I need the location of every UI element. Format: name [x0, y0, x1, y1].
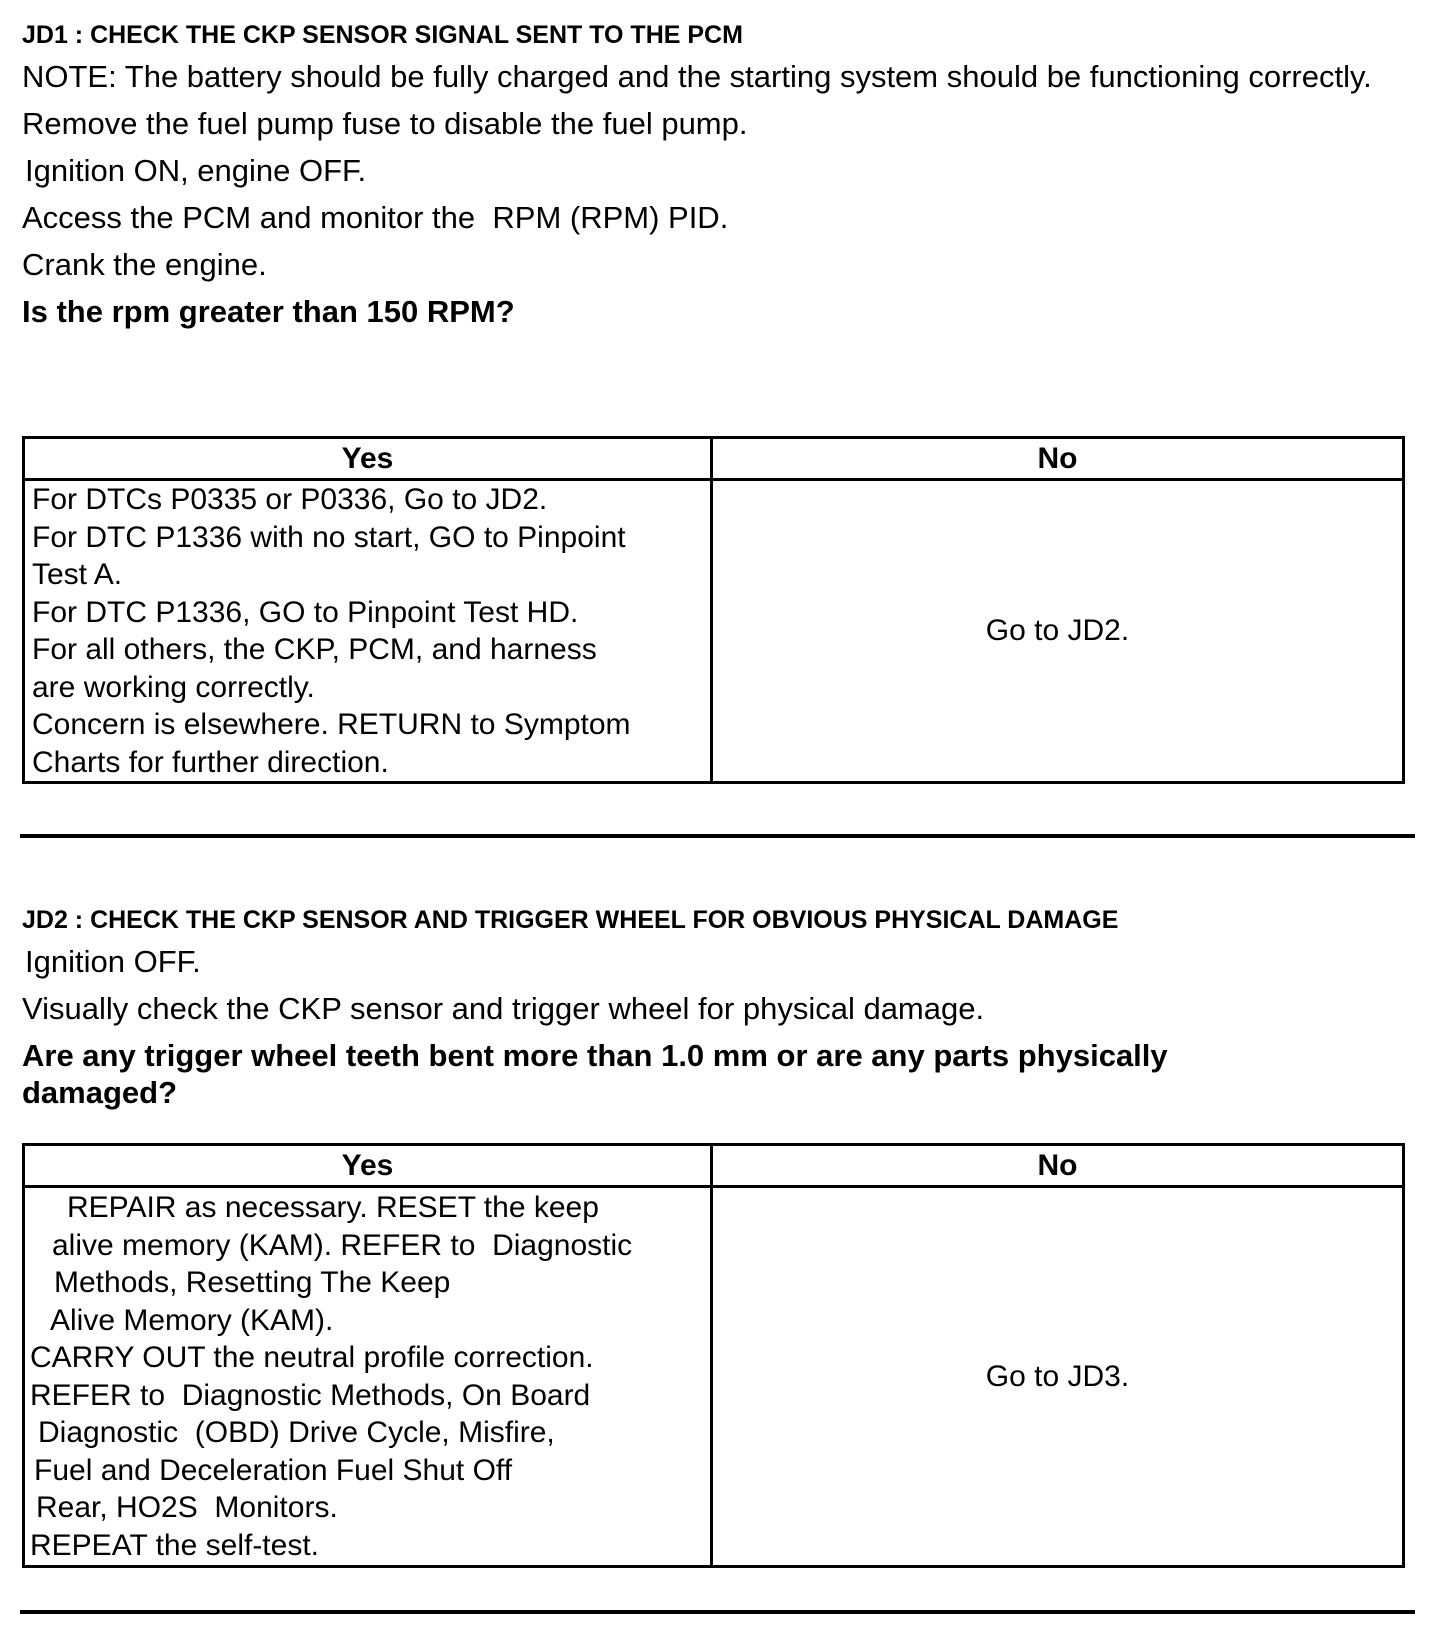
jd2-yes-line: Rear, HO2S Monitors. — [36, 1491, 338, 1524]
jd2-yes-line: REPEAT the self-test. — [30, 1528, 319, 1562]
jd2-no-cell: Go to JD3. — [712, 1187, 1404, 1567]
section-divider — [20, 1610, 1415, 1614]
jd2-table-body-row — [24, 1187, 1404, 1567]
jd1-yes-line: For DTCs P0335 or P0336, Go to JD2. — [32, 483, 548, 516]
jd2-yes-line: REPAIR as necessary. RESET the keep — [67, 1191, 599, 1224]
jd1-question: Is the rpm greater than 150 RPM? — [22, 294, 515, 329]
jd2-yes-line: CARRY OUT the neutral profile correction. — [30, 1341, 594, 1374]
jd1-instruction-crank: Crank the engine. — [22, 247, 267, 282]
jd1-instruction-fuse: Remove the fuel pump fuse to disable the fuel pump. — [22, 106, 748, 141]
jd1-table-header-row — [24, 438, 1404, 480]
jd1-table-body-row — [24, 480, 1404, 783]
jd1-yes-line: For DTC P1336, GO to Pinpoint Test HD. — [32, 595, 579, 629]
jd2-yes-line: alive memory (KAM). REFER to Diagnostic — [52, 1228, 633, 1262]
jd1-note: NOTE: The battery should be fully charged and the starting system should be functioning correctly. — [22, 59, 1372, 94]
jd1-yes-line: Concern is elsewhere. RETURN to Symptom — [32, 708, 631, 741]
jd2-yes-line: REFER to Diagnostic Methods, On Board — [30, 1378, 591, 1412]
jd1-instruction-ignition: Ignition ON, engine OFF. — [25, 153, 367, 188]
jd2-instruction-visual: Visually check the CKP sensor and trigger wheel for physical damage. — [22, 991, 985, 1026]
jd1-heading: JD1 : CHECK THE CKP SENSOR SIGNAL SENT TO THE PCM — [22, 21, 743, 49]
jd2-yes-line: Diagnostic (OBD) Drive Cycle, Misfire, — [38, 1416, 555, 1449]
jd1-instruction-pcm: Access the PCM and monitor the RPM (RPM) PID. — [22, 200, 729, 235]
jd2-result-table — [22, 1143, 1405, 1568]
jd2-yes-line: Alive Memory (KAM). — [50, 1303, 334, 1337]
jd2-section — [22, 905, 1412, 1111]
section-divider — [20, 834, 1415, 838]
jd2-instruction-ignition: Ignition OFF. — [25, 944, 201, 979]
jd2-no-header: No — [712, 1145, 1404, 1187]
jd1-no-header: No — [712, 438, 1404, 480]
jd1-yes-line: are working correctly. — [32, 670, 315, 704]
jd2-yes-line: Fuel and Deceleration Fuel Shut Off — [34, 1453, 513, 1487]
jd1-no-cell: Go to JD2. — [712, 480, 1404, 783]
jd2-yes-cell — [24, 1187, 712, 1567]
jd1-yes-header: Yes — [24, 438, 712, 480]
jd1-result-table — [22, 436, 1405, 784]
jd1-section — [22, 20, 1412, 330]
jd1-yes-cell — [24, 480, 712, 783]
jd2-question: Are any trigger wheel teeth bent more than 1.0 mm or are any parts physically damaged? — [22, 1038, 1168, 1110]
jd1-yes-line: Test A. — [32, 558, 123, 591]
jd1-yes-line: For all others, the CKP, PCM, and harness — [32, 633, 597, 666]
jd2-table-header-row — [24, 1145, 1404, 1187]
jd2-yes-header: Yes — [24, 1145, 712, 1187]
jd2-heading: JD2 : CHECK THE CKP SENSOR AND TRIGGER WHEEL FOR OBVIOUS PHYSICAL DAMAGE — [22, 906, 1119, 934]
jd1-yes-line: For DTC P1336 with no start, GO to Pinpoint — [32, 520, 626, 554]
jd1-yes-line: Charts for further direction. — [32, 745, 389, 779]
jd2-yes-line: Methods, Resetting The Keep — [54, 1266, 451, 1299]
